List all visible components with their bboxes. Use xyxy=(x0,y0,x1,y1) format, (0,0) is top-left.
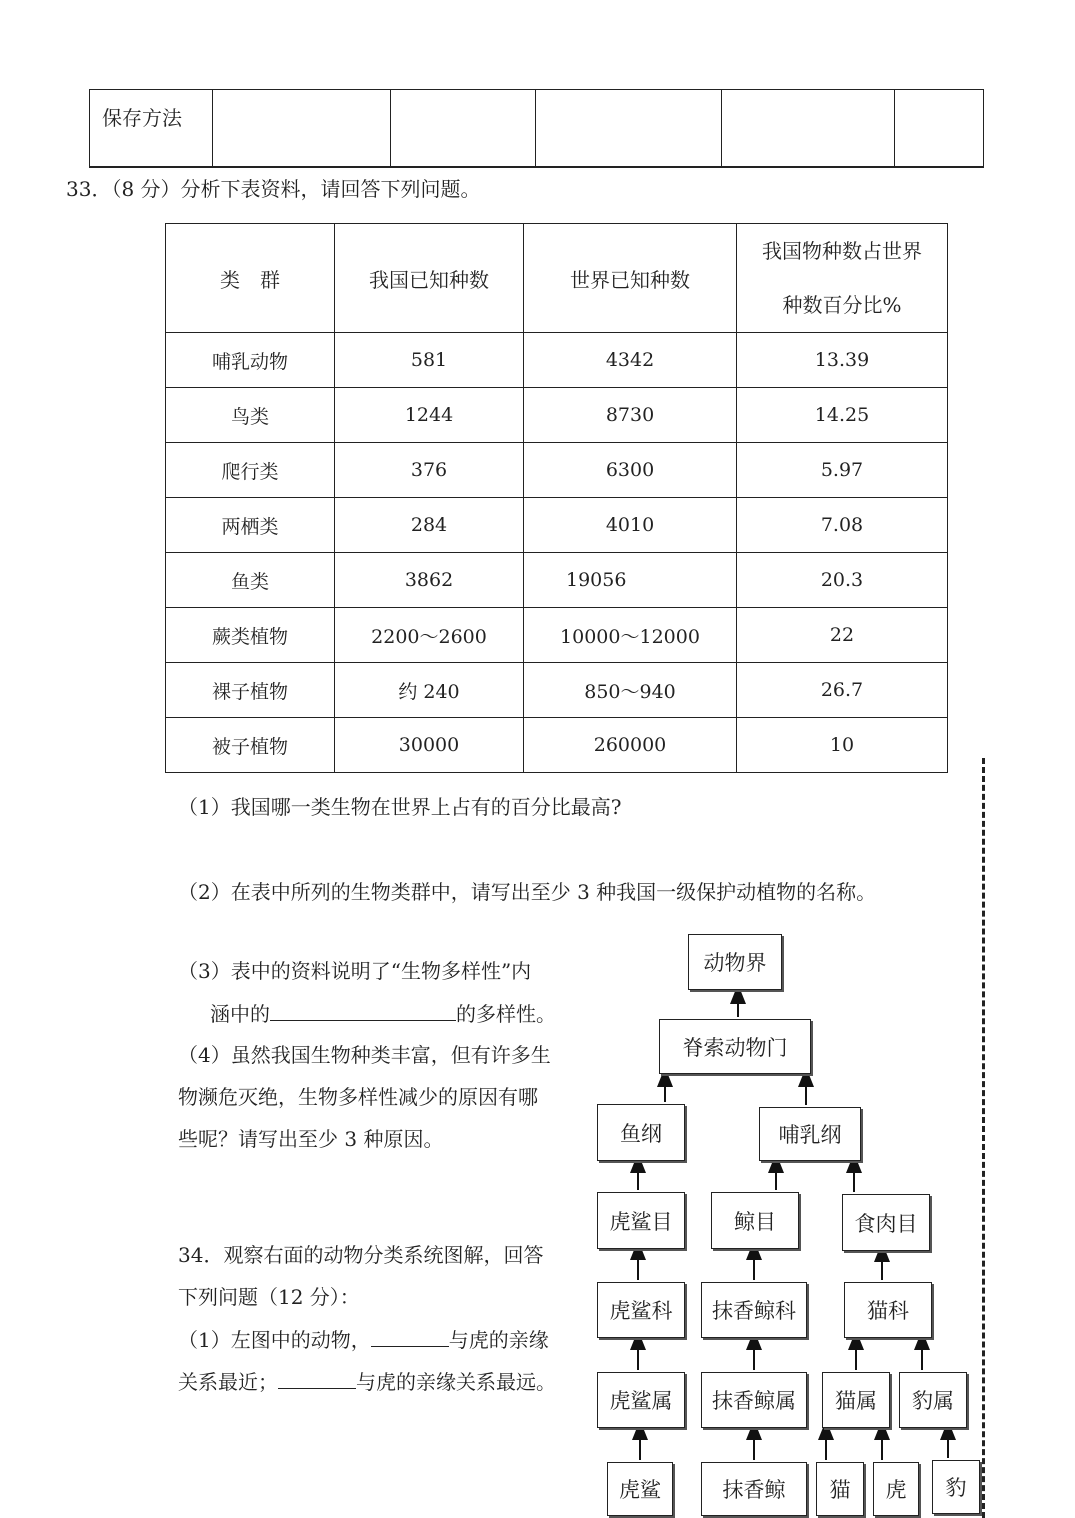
cell-china: 2200～2600 xyxy=(335,608,524,663)
cell-world: 850～940 xyxy=(524,663,737,718)
q34-line2: 下列问题（12 分）： xyxy=(178,1285,360,1309)
node-order-shark: 虎鲨目 xyxy=(597,1192,685,1249)
cell-group: 裸子植物 xyxy=(166,663,335,718)
cell-group: 爬行类 xyxy=(166,443,335,498)
q33-sub3-line1: （3）表中的资料说明了“生物多样性”内 xyxy=(178,959,532,983)
header-percent-line2: 种数百分比% xyxy=(782,293,902,317)
cell-percent: 7.08 xyxy=(737,498,948,553)
cell-percent: 26.7 xyxy=(737,663,948,718)
cell-china: 376 xyxy=(335,443,524,498)
q33-sub2: （2）在表中所列的生物类群中，请写出至少 3 种我国一级保护动植物的名称。 xyxy=(178,880,877,904)
node-family-whale: 抹香鲸科 xyxy=(701,1282,807,1338)
cell-percent: 14.25 xyxy=(737,388,948,443)
cell-percent: 20.3 xyxy=(737,553,948,608)
q33-sub1: （1）我国哪一类生物在世界上占有的百分比最高? xyxy=(178,795,622,819)
node-genus-whale: 抹香鲸属 xyxy=(701,1372,807,1428)
cell-china: 3862 xyxy=(335,553,524,608)
q33-sub4-line2: 物濒危灭绝，生物多样性减少的原因有哪 xyxy=(178,1085,538,1109)
cell-percent: 5.97 xyxy=(737,443,948,498)
cell-china: 1244 xyxy=(335,388,524,443)
cell-group: 被子植物 xyxy=(166,718,335,773)
cell-world: 6300 xyxy=(524,443,737,498)
q33-sub3-suffix: 的多样性。 xyxy=(456,1002,556,1026)
cell-world: 260000 xyxy=(524,718,737,773)
q33-sub4-line1: （4）虽然我国生物种类丰富，但有许多生 xyxy=(178,1043,551,1067)
node-species-leopard: 豹 xyxy=(932,1460,980,1514)
node-class-fish: 鱼纲 xyxy=(597,1104,685,1161)
q34-line3-suffix: 与虎的亲缘 xyxy=(448,1328,549,1352)
q34-line3-prefix: （1）左图中的动物， xyxy=(178,1328,371,1352)
q33-sub3-prefix: 涵中的 xyxy=(210,1002,270,1026)
cell-china: 30000 xyxy=(335,718,524,773)
cell-world: 19056 xyxy=(524,553,737,608)
node-genus-cat: 猫属 xyxy=(822,1372,890,1428)
q33-title: 33．（8 分）分析下表资料，请回答下列问题。 xyxy=(66,177,481,201)
cell-group: 哺乳动物 xyxy=(166,333,335,388)
node-species-cat: 猫 xyxy=(816,1462,864,1516)
header-group: 类 群 xyxy=(166,224,335,333)
node-family-cat: 猫科 xyxy=(844,1282,932,1338)
q34-line4-suffix: 与虎的亲缘关系最远。 xyxy=(356,1370,556,1394)
node-class-mammal: 哺乳纲 xyxy=(759,1107,861,1161)
node-species-tiger: 虎 xyxy=(873,1462,919,1516)
q34-line1: 34．观察右面的动物分类系统图解，回答 xyxy=(178,1243,544,1267)
cell-world: 4342 xyxy=(524,333,737,388)
cell-percent: 22 xyxy=(737,608,948,663)
node-order-carnivore: 食肉目 xyxy=(842,1194,930,1251)
cell-group: 鱼类 xyxy=(166,553,335,608)
cell-percent: 10 xyxy=(737,718,948,773)
cell-group: 两栖类 xyxy=(166,498,335,553)
cell-group: 蕨类植物 xyxy=(166,608,335,663)
preservation-label: 保存方法 xyxy=(90,90,213,168)
cell-group: 鸟类 xyxy=(166,388,335,443)
node-family-shark: 虎鲨科 xyxy=(597,1282,685,1338)
cell-world: 8730 xyxy=(524,388,737,443)
header-percent-line1: 我国物种数占世界 xyxy=(762,239,922,263)
header-china: 我国已知种数 xyxy=(335,224,524,333)
cell-world: 4010 xyxy=(524,498,737,553)
cell-world: 10000～12000 xyxy=(524,608,737,663)
node-species-whale: 抹香鲸 xyxy=(701,1462,807,1516)
q33-sub4-line3: 些呢？请写出至少 3 种原因。 xyxy=(178,1127,444,1151)
cell-china: 284 xyxy=(335,498,524,553)
q34-line4-prefix: 关系最近； xyxy=(178,1370,278,1394)
node-genus-shark: 虎鲨属 xyxy=(597,1372,685,1428)
cell-china: 约 240 xyxy=(335,663,524,718)
node-order-whale: 鲸目 xyxy=(711,1192,799,1249)
node-species-shark: 虎鲨 xyxy=(607,1462,673,1516)
node-genus-leopard: 豹属 xyxy=(899,1372,967,1428)
binding-margin-line xyxy=(982,758,985,1518)
header-world: 世界已知种数 xyxy=(524,224,737,333)
node-phylum: 脊索动物门 xyxy=(659,1019,811,1074)
node-kingdom: 动物界 xyxy=(688,934,782,990)
cell-percent: 13.39 xyxy=(737,333,948,388)
cell-china: 581 xyxy=(335,333,524,388)
